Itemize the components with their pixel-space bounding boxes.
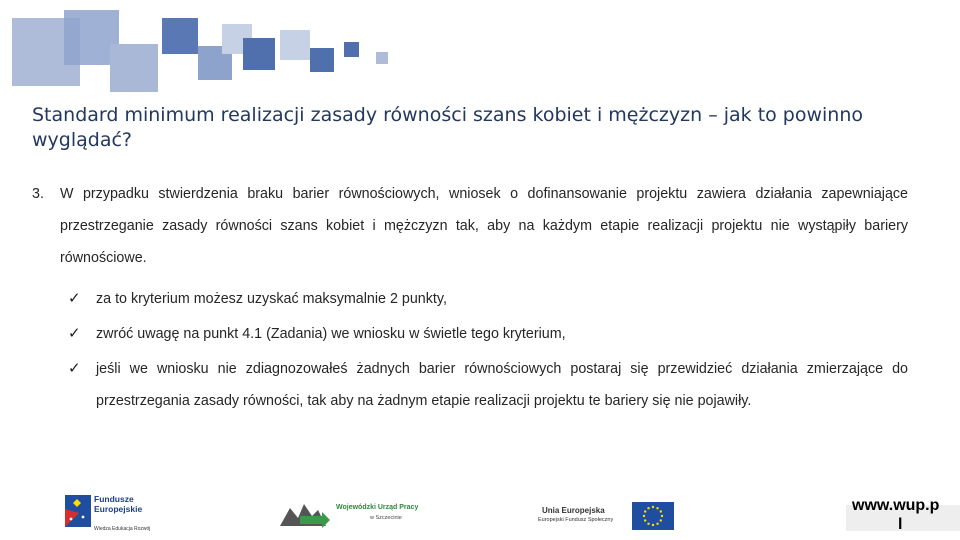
point-text: W przypadku stwierdzenia braku barier równościowych, wniosek o dofinansowanie projektu zawiera działania zapewniające przestrzeganie zasady równości szans kobiet i mężczyzn tak, aby na każdym etapie realizacji projektu nie wystąpiły bariery równościowe. [60,186,908,266]
fe-logo-sub: Wiedza Edukacja Rozwój [94,526,151,532]
checklist-item [32,318,908,350]
fe-logo-line1: Fundusze [94,494,134,504]
deco-square [344,42,359,57]
fe-logo-line2: Europejskie [94,504,143,514]
wup-logo [278,498,438,532]
website-url-overflow: l [898,516,903,533]
deco-square [162,18,198,54]
deco-square [110,44,158,92]
decorative-squares [0,0,420,100]
website-url[interactable]: www.wup.p [852,497,940,514]
fe-flag-icon [65,495,91,527]
wup-logo-name: Wojewódzki Urząd Pracy [336,504,419,511]
footer-logos [0,488,960,540]
checklist-item-text: za to kryterium możesz uzyskać maksymalnie 2 punkty, [96,291,447,307]
wup-logo-sub: w Szczecinie [370,515,402,521]
checklist-item [32,283,908,315]
eu-flag-icon [632,502,674,530]
numbered-point [32,178,908,274]
checklist [32,283,908,417]
checklist-item-text: zwróć uwagę na punkt 4.1 (Zadania) we wniosku w świetle tego kryterium, [96,326,566,342]
deco-square [310,48,334,72]
unia-europejska-logo [536,500,676,532]
content-body [32,178,908,420]
eu-logo-sub: Europejski Fundusz Społeczny [538,517,614,523]
page-title: Standard minimum realizacji zasady równości szans kobiet i mężczyzn – jak to powinno wyglądać? [32,104,864,151]
checklist-item-text: jeśli we wniosku nie zdiagnozowałeś żadnych barier równościowych postaraj się przewidzieć działania zmierzające do przestrzegania zasady równości, tak aby na żadnym etapie realizacji projektu te bariery się nie pojawiły. [96,361,908,409]
deco-square [243,38,275,70]
checklist-item [32,353,908,417]
fundusze-europejskie-logo [60,490,180,534]
checkmark-icon: ✓ [68,325,81,342]
checkmark-icon: ✓ [68,290,81,307]
deco-square [376,52,388,64]
wup-logo-icon [278,498,330,528]
deco-square [280,30,310,60]
checkmark-icon: ✓ [68,360,81,377]
eu-logo-name: Unia Europejska [542,506,605,515]
point-number: 3. [32,186,44,202]
